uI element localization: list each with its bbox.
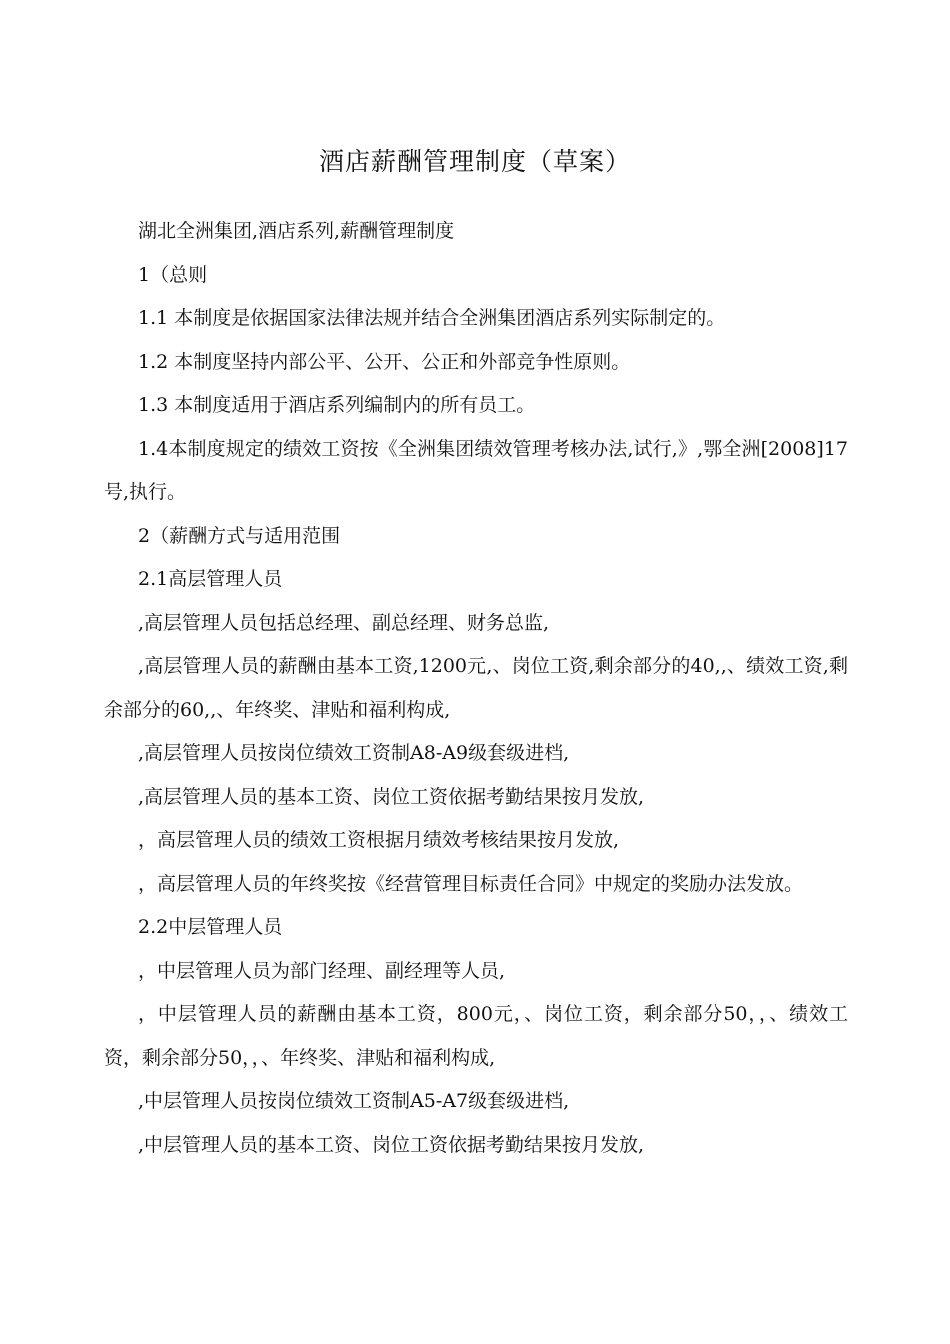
middle-item-2: ，中层管理人员的薪酬由基本工资，800元，、岗位工资，剩余部分50，，、绩效工资，剩余部分50，，、年终奖、津贴和福利构成,	[104, 1003, 848, 1069]
senior-item-4: ,高层管理人员的基本工资、岗位工资依据考勤结果按月发放,	[138, 785, 645, 808]
middle-item-3: ,中层管理人员按岗位绩效工资制A5-A7级套级进档,	[138, 1090, 570, 1112]
senior-item-3: ,高层管理人员按岗位绩效工资制A8-A9级套级进档,	[138, 742, 570, 764]
senior-item-5: ，高层管理人员的绩效工资根据月绩效考核结果按月发放,	[138, 829, 620, 851]
subsection-heading-middle: 2.2中层管理人员	[138, 916, 283, 938]
clause-1-4: 1.4本制度规定的绩效工资按《全洲集团绩效管理考核办法,试行,》,鄂全洲[2008]17号,执行。	[104, 437, 848, 503]
document-title: 酒店薪酬管理制度（草案）	[318, 147, 631, 176]
middle-item-4: ,中层管理人员的基本工资、岗位工资依据考勤结果按月发放,	[138, 1133, 645, 1156]
paragraph-intro: 湖北全洲集团,酒店系列,薪酬管理制度	[138, 220, 455, 242]
clause-1-1: 1.1 本制度是依据国家法律法规并结合全洲集团酒店系列实际制定的。	[138, 307, 726, 329]
clause-1-3: 1.3 本制度适用于酒店系列编制内的所有员工。	[138, 394, 536, 416]
clause-1-2: 1.2 本制度坚持内部公平、公开、公正和外部竞争性原则。	[138, 350, 631, 373]
senior-item-6: ，高层管理人员的年终奖按《经营管理目标责任合同》中规定的奖励办法发放。	[138, 872, 804, 895]
middle-item-1: ，中层管理人员为部门经理、副经理等人员,	[138, 959, 506, 982]
senior-item-2: ,高层管理人员的薪酬由基本工资,1200元,、岗位工资,剩余部分的40,,、绩效工资,剩余部分的60,,、年终奖、津贴和福利构成,	[104, 655, 848, 721]
document-body	[104, 210, 848, 1167]
senior-item-1: ,高层管理人员包括总经理、副总经理、财务总监,	[138, 611, 550, 634]
section-heading-general: 1（总则	[138, 263, 208, 286]
subsection-heading-senior: 2.1高层管理人员	[138, 568, 283, 590]
section-heading-salary: 2（薪酬方式与适用范围	[138, 524, 341, 547]
